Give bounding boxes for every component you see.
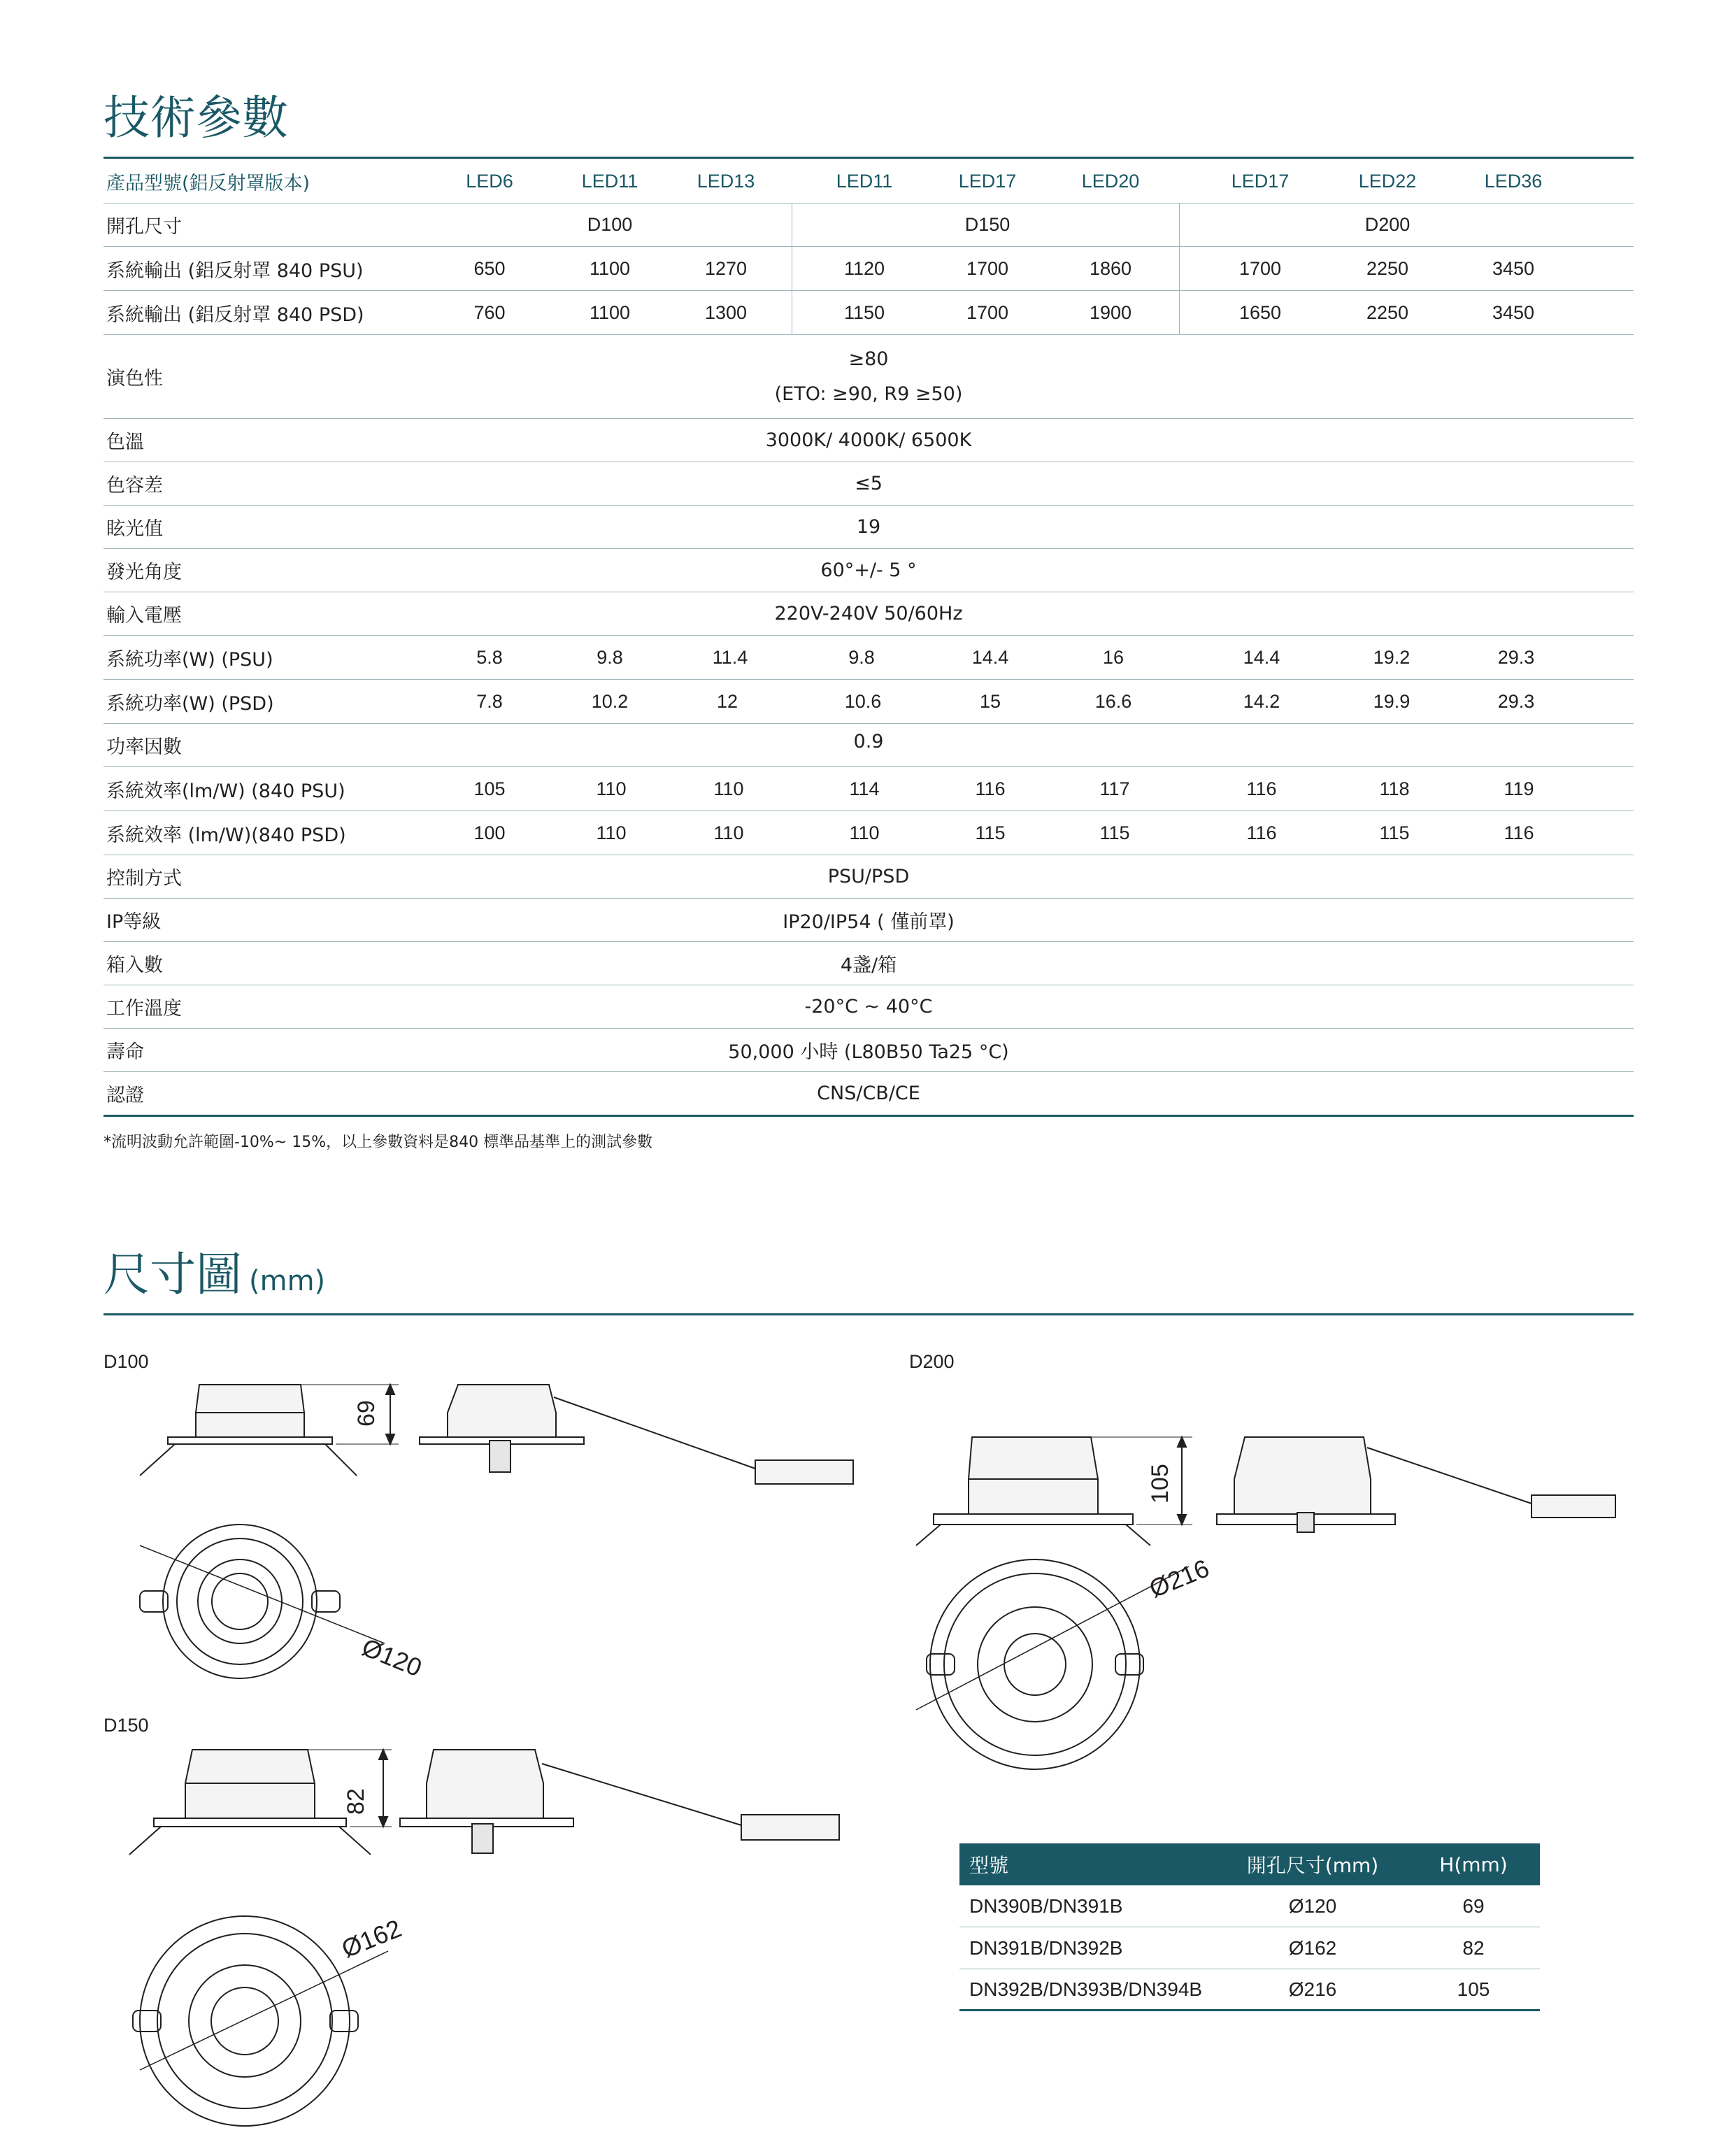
cert-value: CNS/CB/CE <box>817 1083 920 1104</box>
table-cell: 14.4 <box>971 646 1009 668</box>
table-cell: 118 <box>1379 778 1410 799</box>
table-cell: 110 <box>849 822 880 843</box>
dimension-title-text: 尺寸圖 <box>103 1248 242 1301</box>
table-cell: 116 <box>1246 822 1277 843</box>
table-cell: 1300 <box>704 301 748 323</box>
table-cell: 9.8 <box>848 646 875 668</box>
table-row <box>959 1885 1540 1927</box>
cert-row <box>103 1072 1634 1117</box>
spec-section-title: 技術參數 <box>103 91 288 145</box>
table-cell: 1120 <box>843 257 885 279</box>
model-3: LED13 <box>697 170 755 192</box>
dimension-table-header <box>959 1843 1540 1885</box>
spec-title-rule <box>103 157 1634 159</box>
table-cell: 10.6 <box>844 690 882 712</box>
power-psd-label: 系統功率(W) (PSD) <box>106 692 274 715</box>
model-8: LED22 <box>1358 170 1417 192</box>
spec-table <box>103 159 1634 1117</box>
eff-psd-label: 系統效率 (lm/W)(840 PSD) <box>106 824 346 846</box>
d200-label: D200 <box>909 1351 955 1372</box>
table-cell: 110 <box>713 778 744 799</box>
eff-psu-label: 系統效率(lm/W) (840 PSU) <box>106 780 345 802</box>
control-row <box>103 855 1634 899</box>
table-cell: 7.8 <box>476 690 503 712</box>
power-psd-row <box>103 680 1634 724</box>
output-psu-label: 系統輸出 (鋁反射罩 840 PSU) <box>106 259 364 282</box>
beam-row <box>103 549 1634 592</box>
d100-label: D100 <box>103 1351 149 1372</box>
cri-row <box>103 335 1634 419</box>
cutout-label: 開孔尺寸 <box>106 216 182 238</box>
sdcm-label: 色容差 <box>106 475 163 497</box>
voltage-label: 輸入電壓 <box>106 605 182 627</box>
voltage-row <box>103 592 1634 636</box>
row-cutout: Ø216 <box>1288 1978 1337 2000</box>
control-value: PSU/PSD <box>827 866 910 887</box>
table-row <box>959 1969 1540 2011</box>
table-cell: 115 <box>1379 822 1410 843</box>
output-psu-row <box>103 247 1634 291</box>
d150-diameter: Ø162 <box>337 1913 406 1964</box>
model-6: LED20 <box>1081 170 1140 192</box>
d100-drawing <box>126 1371 867 1720</box>
table-cell: 116 <box>975 778 1006 799</box>
cert-label: 認證 <box>106 1085 144 1106</box>
cutout-d100: D100 <box>587 214 633 235</box>
temp-row <box>103 985 1634 1029</box>
control-label: 控制方式 <box>106 868 182 890</box>
box-row <box>103 942 1634 985</box>
table-cell: 1700 <box>966 301 1009 323</box>
header-model: 型號 <box>969 1854 1009 1877</box>
dimension-table <box>959 1843 1540 2011</box>
d150-height: 82 <box>343 1788 369 1815</box>
table-cell: 116 <box>1246 778 1277 799</box>
model-2: LED11 <box>581 170 638 192</box>
d200-height: 105 <box>1147 1464 1173 1504</box>
table-cell: 116 <box>1504 822 1534 843</box>
ugr-row <box>103 506 1634 549</box>
sdcm-value: ≤5 <box>855 473 883 494</box>
temp-label: 工作溫度 <box>106 998 182 1020</box>
table-cell: 16 <box>1102 646 1124 668</box>
voltage-value: 220V-240V 50/60Hz <box>774 603 963 624</box>
table-cell: 14.2 <box>1243 690 1280 712</box>
table-cell: 2250 <box>1366 301 1409 323</box>
d150-drawing <box>126 1741 867 2133</box>
d200-diameter: Ø216 <box>1145 1553 1213 1604</box>
dimension-title-rule <box>103 1313 1634 1315</box>
beam-value: 60°+/- 5 ° <box>820 559 917 581</box>
table-cell: 100 <box>473 822 506 843</box>
cutout-d200: D200 <box>1364 214 1411 235</box>
row-cutout: Ø120 <box>1288 1894 1337 1917</box>
row-height: 105 <box>1457 1978 1490 2000</box>
box-label: 箱入數 <box>106 955 163 976</box>
temp-value: -20°C ~ 40°C <box>804 996 933 1018</box>
cri-label: 演色性 <box>106 368 163 390</box>
table-cell: 3450 <box>1492 257 1535 279</box>
cri-line1: ≥80 <box>848 348 889 370</box>
header-cutout: 開孔尺寸(mm) <box>1246 1854 1379 1877</box>
table-cell: 119 <box>1504 778 1534 799</box>
table-cell: 19.2 <box>1373 646 1411 668</box>
table-cell: 2250 <box>1366 257 1409 279</box>
power-psu-row <box>103 636 1634 680</box>
table-cell: 115 <box>975 822 1006 843</box>
row-cutout: Ø162 <box>1288 1936 1337 1959</box>
table-cell: 760 <box>473 301 506 323</box>
eff-psd-row <box>103 811 1634 855</box>
ip-row <box>103 899 1634 942</box>
cutout-row <box>103 204 1634 247</box>
d100-height: 69 <box>353 1400 380 1427</box>
group-divider <box>1179 203 1180 334</box>
cct-value: 3000K/ 4000K/ 6500K <box>765 429 972 451</box>
table-cell: 1270 <box>704 257 748 279</box>
table-cell: 12 <box>716 690 738 712</box>
life-value: 50,000 小時 (L80B50 Ta25 °C) <box>728 1041 1009 1063</box>
model-4: LED11 <box>836 170 893 192</box>
model-9: LED36 <box>1484 170 1543 192</box>
row-model: DN390B/DN391B <box>969 1894 1123 1917</box>
header-height: H(mm) <box>1439 1852 1508 1876</box>
row-height: 82 <box>1462 1936 1485 1959</box>
cct-label: 色溫 <box>106 431 144 453</box>
life-row <box>103 1029 1634 1072</box>
cutout-d150: D150 <box>964 214 1011 235</box>
table-cell: 29.3 <box>1497 690 1535 712</box>
model-5: LED17 <box>958 170 1017 192</box>
table-cell: 1100 <box>589 257 631 279</box>
eff-psu-row <box>103 767 1634 811</box>
row-model: DN392B/DN393B/DN394B <box>969 1978 1203 2000</box>
ip-label: IP等級 <box>106 911 162 933</box>
table-cell: 117 <box>1099 778 1130 799</box>
table-cell: 110 <box>596 822 627 843</box>
table-cell: 1150 <box>843 301 885 323</box>
table-cell: 5.8 <box>476 646 503 668</box>
d100-diameter: Ø120 <box>358 1632 427 1683</box>
d150-label: D150 <box>103 1715 149 1736</box>
pf-value: 0.9 <box>853 731 884 752</box>
table-cell: 1650 <box>1238 301 1282 323</box>
spec-header-row <box>103 159 1634 204</box>
table-cell: 1700 <box>966 257 1009 279</box>
d200-drawing <box>916 1427 1643 1769</box>
row-height: 69 <box>1462 1894 1485 1917</box>
table-cell: 11.4 <box>712 646 748 668</box>
table-cell: 105 <box>473 778 506 799</box>
table-cell: 14.4 <box>1243 646 1280 668</box>
footnote: *流明波動允許範圍-10%~ 15%，以上參數資料是840 標準品基準上的測試參數 <box>103 1134 653 1151</box>
ugr-value: 19 <box>856 516 881 538</box>
power-psu-label: 系統功率(W) (PSU) <box>106 648 273 671</box>
output-psd-label: 系統輸出 (鋁反射罩 840 PSD) <box>106 304 364 326</box>
output-psd-row <box>103 291 1634 335</box>
table-cell: 110 <box>713 822 744 843</box>
table-cell: 1900 <box>1089 301 1132 323</box>
pf-row <box>103 724 1634 767</box>
table-cell: 3450 <box>1492 301 1535 323</box>
table-cell: 1700 <box>1238 257 1282 279</box>
table-cell: 29.3 <box>1497 646 1535 668</box>
beam-label: 發光角度 <box>106 562 182 583</box>
cri-line2: (ETO: ≥90, R9 ≥50) <box>774 383 963 405</box>
dimension-title-unit: (mm) <box>249 1265 326 1297</box>
table-cell: 1860 <box>1089 257 1132 279</box>
table-cell: 9.8 <box>597 646 623 668</box>
cri-value <box>103 335 1634 418</box>
sdcm-row <box>103 462 1634 506</box>
table-cell: 19.9 <box>1373 690 1411 712</box>
table-cell: 16.6 <box>1094 690 1132 712</box>
model-7: LED17 <box>1231 170 1290 192</box>
table-cell: 10.2 <box>591 690 629 712</box>
box-value: 4盞/箱 <box>840 955 897 976</box>
ugr-label: 眩光值 <box>106 518 163 540</box>
table-cell: 1100 <box>589 301 631 323</box>
dimension-section-title <box>103 1248 326 1301</box>
row-model: DN391B/DN392B <box>969 1936 1123 1959</box>
life-label: 壽命 <box>106 1041 144 1063</box>
table-cell: 650 <box>473 257 506 279</box>
table-cell: 115 <box>1099 822 1130 843</box>
model-1: LED6 <box>466 170 513 192</box>
pf-label: 功率因數 <box>106 736 182 758</box>
table-cell: 114 <box>849 778 880 799</box>
table-cell: 110 <box>596 778 627 799</box>
header-label: 產品型號(鋁反射罩版本) <box>106 172 310 194</box>
table-row <box>959 1927 1540 1969</box>
table-cell: 15 <box>979 690 1001 712</box>
cct-row <box>103 419 1634 462</box>
ip-value: IP20/IP54 ( 僅前罩) <box>783 911 955 933</box>
